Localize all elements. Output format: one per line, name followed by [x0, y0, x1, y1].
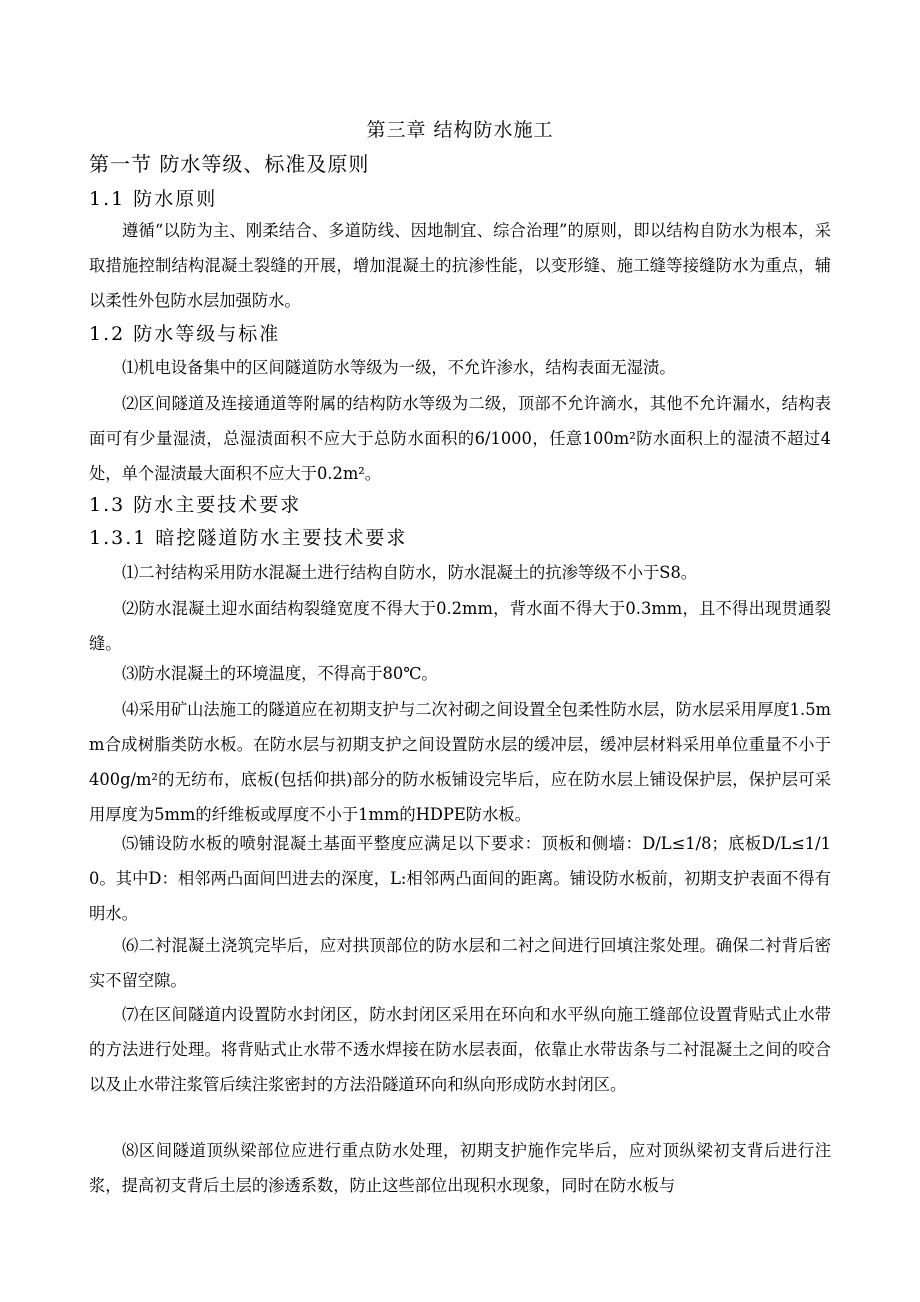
paragraph-1-3-1-4: ⑷采用矿山法施工的隧道应在初期支护与二次衬砌之间设置全包柔性防水层，防水层采用厚度1.5mm合成树脂类防水板。在防水层与初期支护之间设置防水层的缓冲层，缓冲层材料采用单位重量不小于400g/m²的无纺布，底板(包括仰拱)部分的防水板铺设完毕后，应在防水层上铺设保护层，保护层可采用厚度为5mm的纤维板或厚度不小于1mm的HDPE防水板。 — [89, 700, 831, 824]
paragraph-1-3-1-7: ⑺在区间隧道内设置防水封闭区，防水封闭区采用在环向和水平纵向施工缝部位设置背贴式止水带的方法进行处理。将背贴式止水带不透水焊接在防水层表面，依靠止水带齿条与二衬混凝土之间的咬合以及止水带注浆管后续注浆密封的方法沿隧道环向和纵向形成防水封闭区。 — [89, 1005, 831, 1094]
paragraph-1-3-1-3: ⑶防水混凝土的环境温度，不得高于80℃。 — [122, 664, 438, 683]
heading-1-1: 1.1 防水原则 — [89, 188, 218, 210]
heading-1-2: 1.2 防水等级与标准 — [89, 323, 281, 345]
heading-1-3-1: 1.3.1 暗挖隧道防水主要技术要求 — [89, 527, 408, 549]
paragraph-1-3-1-5: ⑸铺设防水板的喷射混凝土基面平整度应满足以下要求：顶板和侧墙：D/L≤1/8；底板D/L≤1/10。其中D：相邻两凸面间凹进去的深度，L:相邻两凸面间的距离。铺设防水板前，初期支护表面不得有明水。 — [89, 834, 831, 923]
heading-1-3: 1.3 防水主要技术要求 — [89, 494, 302, 516]
paragraph-1-3-1-6: ⑹二衬混凝土浇筑完毕后，应对拱顶部位的防水层和二衬之间进行回填注浆处理。确保二衬背后密实不留空隙。 — [89, 936, 831, 990]
paragraph-1-3-1-8: ⑻区间隧道顶纵梁部位应进行重点防水处理，初期支护施作完毕后，应对顶纵梁初支背后进行注浆，提高初支背后土层的渗透系数，防止这些部位出现积水现象，同时在防水板与 — [89, 1141, 831, 1195]
paragraph-1-2-2: ⑵区间隧道及连接通道等附属的结构防水等级为二级，顶部不允许滴水，其他不允许漏水，结构表面可有少量湿渍，总湿渍面积不应大于总防水面积的6/1000，任意100m²防水面积上的湿渍不超过4处，单个湿渍最大面积不应大于0.2m²。 — [89, 394, 831, 483]
paragraph-1-3-1-1: ⑴二衬结构采用防水混凝土进行结构自防水，防水混凝土的抗渗等级不小于S8。 — [122, 563, 698, 582]
chapter-title: 第三章 结构防水施工 — [366, 119, 554, 141]
section-title: 第一节 防水等级、标准及原则 — [89, 152, 370, 176]
paragraph-1-1: 遵循“以防为主、刚柔结合、多道防线、因地制宜、综合治理”的原则，即以结构自防水为根本，采取措施控制结构混凝土裂缝的开展，增加混凝土的抗渗性能，以变形缝、施工缝等接缝防水为重点，辅以柔性外包防水层加强防水。 — [89, 221, 831, 310]
paragraph-1-3-1-2: ⑵防水混凝土迎水面结构裂缝宽度不得大于0.2mm，背水面不得大于0.3mm，且不得出现贯通裂缝。 — [89, 599, 831, 653]
paragraph-1-2-1: ⑴机电设备集中的区间隧道防水等级为一级，不允许渗水，结构表面无湿渍。 — [122, 358, 676, 377]
